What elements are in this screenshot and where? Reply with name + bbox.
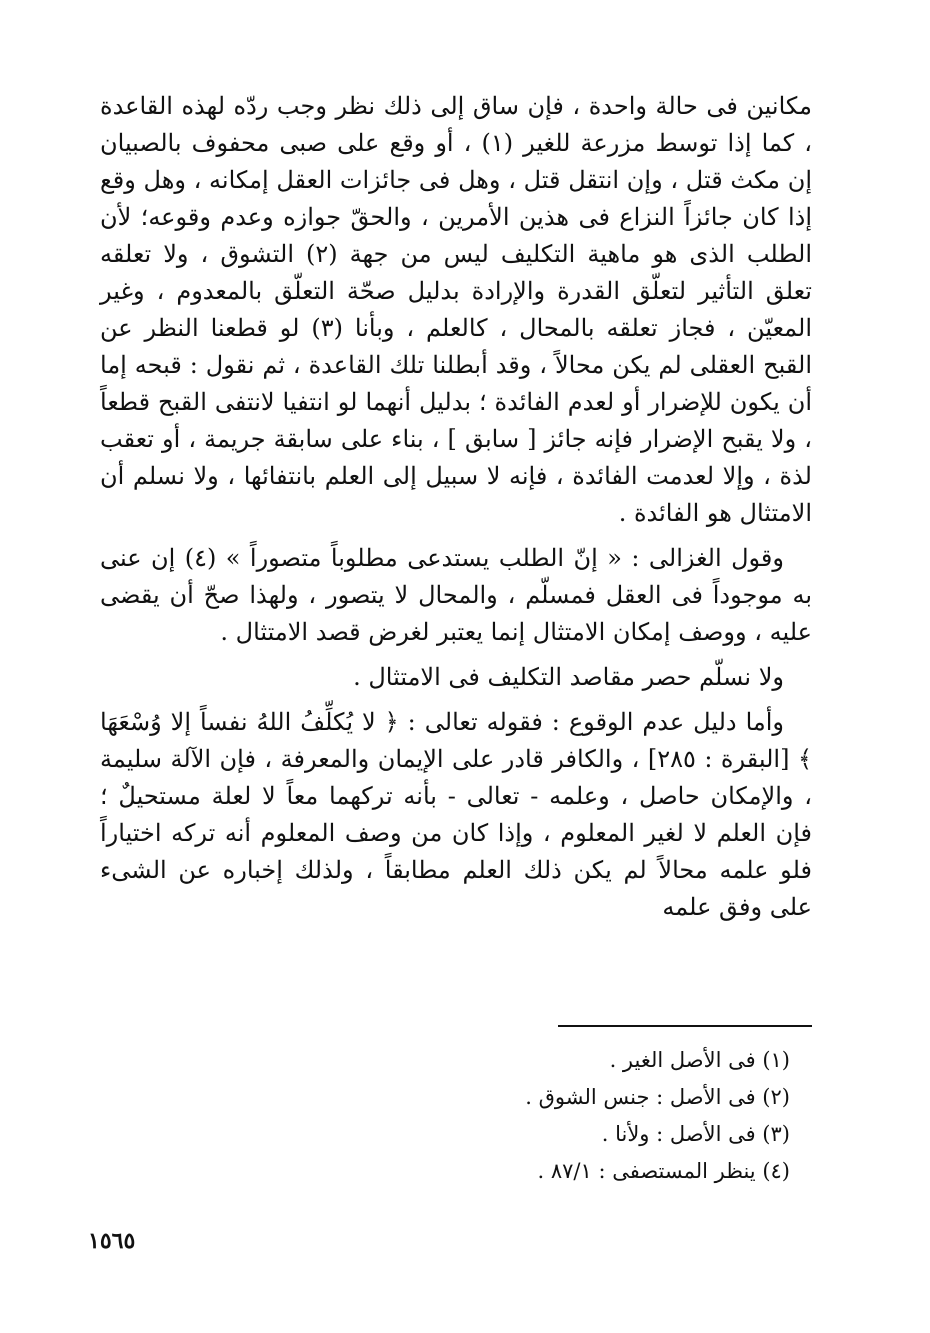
footnote-4: (٤) ينظر المستصفى : ٨٧/١ . [537, 1159, 790, 1183]
paragraph-4: وأما دليل عدم الوقوع : فقوله تعالى : ﴿ لا يُكلِّفُ اللهُ نفساً إلا وُسْعَهَا ﴾ [البقرة : ٢٨٥] ، والكافر قادر على الإيمان والمعرفة ، فإن الآلة سليمة ، والإمكان حاصل ، وعلمه - تعالى - بأنه تركهما معاً لا لعلة مستحيلٌ ؛ فإن العلم لا لغير المعلوم ، وإذا كان من وصف المعلوم أنه تركه اختياراً فلو علمه محالاً لم يكن ذلك العلم مطابقاً ، ولذلك إخباره عن الشىء على وفق علمه [100, 708, 813, 921]
footnote-1: (١) فى الأصل الغير . [609, 1048, 790, 1072]
footnotes [380, 1042, 790, 1190]
main-text [100, 88, 812, 926]
paragraph-3: ولا نسلّم حصر مقاصد التكليف فى الامتثال . [353, 663, 784, 691]
footnote-3: (٣) فى الأصل : ولأنا . [601, 1122, 790, 1146]
paragraph-1: مكانين فى حالة واحدة ، فإن ساق إلى ذلك نظر وجب ردّه لهذه القاعدة ، كما إذا توسط مزرعة للغير (١) ، أو وقع على صبى محفوف بالصبيان إن مكث قتل ، وإن انتقل قتل ، وهل فى جائزات العقل إمكانه ، وهل وقع إذا كان جائزاً النزاع فى هذين الأمرين ، والحقّ جوازه وعدم وقوعه؛ لأن الطلب الذى هو ماهية التكليف ليس من جهة (٢) التشوق ، ولا تعلقه تعلق التأثير لتعلّق القدرة والإرادة بدليل صحّة التعلّق بالمعدوم ، وغير المعيّن ، فجاز تعلقه بالمحال ، كالعلم ، وبأنا (٣) لو قطعنا النظر عن القبح العقلى لم يكن محالاً ، وقد أبطلنا تلك القاعدة ، ثم نقول : قبحه إما أن يكون للإضرار أو لعدم الفائدة ؛ بدليل أنهما لو انتفيا لانتفى القبح قطعاً ، ولا يقبح الإضرار فإنه جائز [ سابق ] ، بناء على سابقة جريمة ، أو تعقب لذة ، وإلا لعدمت الفائدة ، فإنه لا سبيل إلى العلم بانتفائها ، ولا نسلم أن الامتثال هو الفائدة . [100, 92, 813, 527]
footnote-divider [558, 1025, 812, 1027]
paragraph-2: وقول الغزالى : « إنّ الطلب يستدعى مطلوباً متصوراً » (٤) إن عنى به موجوداً فى العقل فمسلّم ، والمحال لا يتصور ، ولهذا صحّ أن يقضى عليه ، ووصف إمكان الامتثال إنما يعتبر لغرض قصد الامتثال . [100, 544, 812, 646]
page-number: ١٥٦٥ [88, 1228, 136, 1254]
footnote-2: (٢) فى الأصل : جنس الشوق . [525, 1085, 790, 1109]
